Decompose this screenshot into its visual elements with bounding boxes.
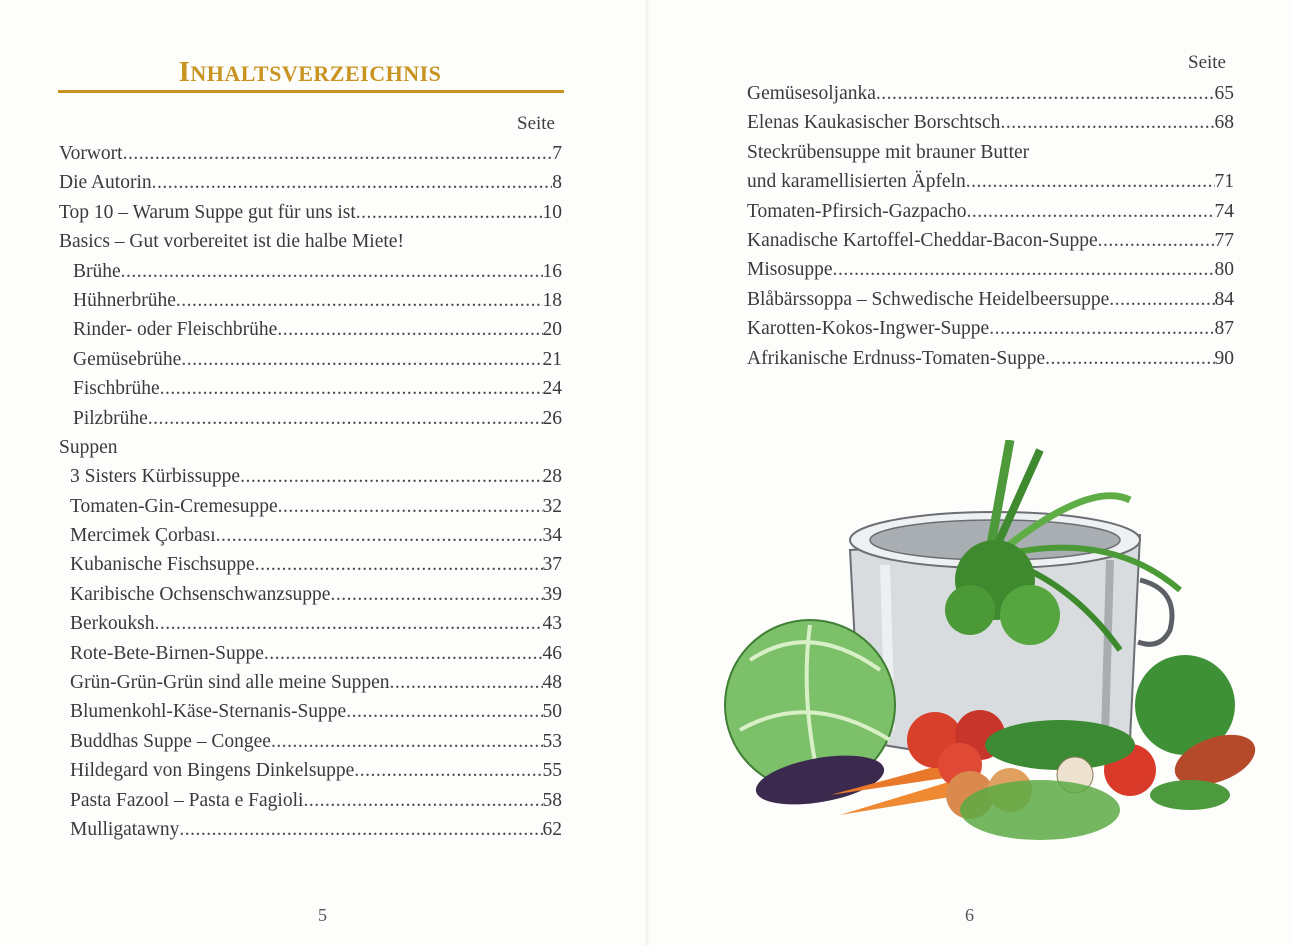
toc-entry-label: Berkouksh (70, 613, 155, 635)
toc-entry-page: 87 (1214, 318, 1234, 340)
title-rule (58, 90, 564, 93)
toc-entry[interactable] (59, 521, 562, 550)
toc-entry-label: Blumenkohl-Käse-Sternanis-Suppe (70, 701, 347, 723)
toc-entry[interactable] (59, 580, 562, 609)
toc-entry-page: 90 (1214, 347, 1234, 369)
toc-leader-dots (1098, 226, 1215, 255)
toc-entry-page: 71 (1214, 171, 1234, 193)
toc-entry-page: 7 (552, 143, 562, 164)
toc-leader-dots (303, 786, 542, 815)
toc-leader-dots (181, 345, 542, 374)
toc-entry-page: 10 (542, 201, 562, 223)
toc-list-left (59, 139, 562, 844)
toc-leader-dots (152, 168, 553, 197)
page-number: 5 (318, 905, 327, 925)
toc-leader-dots (354, 756, 542, 785)
toc-leader-dots (179, 815, 542, 844)
toc-entry-page: 50 (542, 701, 562, 723)
toc-entry[interactable] (59, 727, 562, 756)
toc-entry-page: 26 (542, 407, 562, 429)
toc-entry-label: Pilzbrühe (73, 407, 148, 429)
toc-entry[interactable] (59, 168, 562, 197)
toc-leader-dots (1045, 344, 1214, 373)
toc-entry-label: Karibische Ochsenschwanzsuppe (70, 583, 331, 605)
toc-entry-label: Tomaten-Gin-Cremesuppe (70, 495, 278, 517)
toc-entry[interactable] (59, 462, 562, 491)
toc-leader-dots (277, 315, 542, 344)
toc-entry[interactable] (59, 786, 562, 815)
title-rest: NHALTSVERZEICHNIS (190, 61, 442, 86)
toc-leader-dots (240, 462, 542, 491)
toc-entry-label: Rinder- oder Fleischbrühe (73, 319, 278, 341)
toc-entry-label: Basics – Gut vorbereitet ist die halbe Miete! (59, 231, 404, 253)
toc-entry-page: 20 (542, 319, 562, 341)
toc-entry[interactable] (59, 668, 562, 697)
toc-entry-label: Fischbrühe (73, 378, 160, 400)
toc-leader-dots (264, 639, 543, 668)
toc-entry-label: Suppen (59, 436, 118, 458)
toc-entry-page: 84 (1214, 288, 1234, 310)
toc-leader-dots (271, 727, 543, 756)
toc-entry-label: Grün-Grün-Grün sind alle meine Suppen (70, 672, 390, 694)
toc-entry[interactable] (747, 108, 1234, 137)
toc-entry-label: Hühnerbrühe (73, 289, 176, 311)
toc-entry-label: Kubanische Fischsuppe (70, 554, 255, 576)
toc-entry[interactable] (59, 345, 562, 374)
toc-entry-label: Gemüsesoljanka (747, 83, 876, 104)
toc-entry-page: 43 (542, 613, 562, 635)
toc-entry[interactable] (747, 197, 1234, 226)
toc-entry-label: 3 Sisters Kürbissuppe (70, 466, 241, 488)
toc-entry-label: Gemüsebrühe (73, 348, 182, 370)
toc-entry[interactable] (59, 756, 562, 785)
toc-leader-dots (876, 79, 1215, 108)
toc-entry-label: Mulligatawny (70, 818, 180, 840)
toc-leader-dots (989, 314, 1214, 343)
toc-entry-page: 28 (542, 466, 562, 488)
toc-entry-page: 80 (1214, 259, 1234, 281)
toc-leader-dots (148, 404, 543, 433)
zucchini-illustration (985, 720, 1135, 770)
toc-leader-dots (346, 697, 542, 726)
toc-entry-label: Vorwort (59, 143, 123, 164)
toc-entry[interactable] (747, 285, 1234, 314)
toc-leader-dots (155, 609, 543, 638)
toc-leader-dots (121, 257, 543, 286)
toc-entry-label: Brühe (73, 260, 121, 282)
toc-entry[interactable] (59, 492, 562, 521)
toc-leader-dots (833, 255, 1215, 284)
toc-leader-dots (176, 286, 543, 315)
toc-entry[interactable] (59, 639, 562, 668)
toc-leader-dots (123, 139, 553, 168)
toc-entry-page: 74 (1214, 200, 1234, 222)
toc-entry[interactable] (59, 815, 562, 844)
toc-entry[interactable] (59, 550, 562, 579)
toc-entry[interactable] (59, 374, 562, 403)
toc-entry[interactable] (747, 255, 1234, 284)
page-number: 6 (965, 905, 974, 925)
toc-entry-page: 39 (542, 583, 562, 605)
toc-list-right (747, 79, 1234, 373)
toc-entry-label: Blåbärssoppa – Schwedische Heidelbeersuppe (747, 288, 1110, 310)
toc-entry-page: 34 (542, 525, 562, 547)
toc-entry-label: Afrikanische Erdnuss-Tomaten-Suppe (747, 347, 1046, 369)
toc-entry-page: 16 (542, 260, 562, 282)
toc-entry-page: 21 (542, 348, 562, 370)
toc-entry[interactable] (59, 139, 562, 168)
toc-entry-label: Elenas Kaukasischer Borschtsch (747, 112, 1001, 134)
toc-section-heading (59, 433, 562, 462)
toc-entry[interactable] (59, 697, 562, 726)
page-title (0, 56, 620, 89)
seite-label: Seite (517, 113, 555, 134)
toc-entry[interactable] (747, 79, 1234, 108)
toc-entry-page: 48 (542, 672, 562, 694)
toc-section-heading (59, 227, 562, 256)
toc-entry-page: 68 (1214, 112, 1234, 134)
toc-entry-label: Misosuppe (747, 259, 833, 281)
toc-entry-page: 62 (542, 818, 562, 840)
toc-entry-label: Top 10 – Warum Suppe gut für uns ist (59, 201, 356, 223)
toc-entry-page: 18 (542, 289, 562, 311)
toc-leader-dots (278, 492, 543, 521)
toc-leader-dots (255, 550, 543, 579)
seite-label: Seite (1188, 52, 1226, 73)
toc-entry[interactable] (59, 198, 562, 227)
toc-leader-dots (330, 580, 542, 609)
toc-entry-page: 8 (552, 172, 562, 194)
toc-entry-label: Pasta Fazool – Pasta e Fagioli (70, 789, 304, 811)
soup-pot-with-vegetables-illustration (710, 440, 1270, 870)
toc-entry-page: 53 (542, 730, 562, 752)
toc-entry-label: Mercimek Çorbası (70, 525, 216, 547)
toc-entry[interactable] (59, 315, 562, 344)
toc-entry-page: 58 (542, 789, 562, 811)
toc-entry-first-line[interactable] (747, 138, 1234, 167)
toc-entry-page: 55 (542, 760, 562, 782)
toc-leader-dots (160, 374, 543, 403)
toc-entry-label: Karotten-Kokos-Ingwer-Suppe (747, 318, 990, 340)
toc-leader-dots (1000, 108, 1214, 137)
toc-entry-label: Die Autorin (59, 172, 152, 194)
toc-entry-page: 77 (1214, 229, 1234, 251)
herbs-illustration (960, 780, 1120, 840)
toc-entry[interactable] (747, 344, 1234, 373)
toc-entry[interactable] (59, 286, 562, 315)
toc-entry[interactable] (59, 257, 562, 286)
toc-entry[interactable] (59, 609, 562, 638)
cucumber-illustration (1150, 780, 1230, 810)
toc-leader-dots (404, 227, 562, 256)
toc-leader-dots (966, 167, 1215, 196)
toc-entry-page: 32 (542, 495, 562, 517)
toc-entry-label: Buddhas Suppe – Congee (70, 730, 271, 752)
toc-leader-dots (967, 197, 1215, 226)
toc-entry-label: Steckrübensuppe mit brauner Butter (747, 141, 1030, 163)
toc-entry[interactable] (747, 167, 1234, 196)
toc-entry-label: Tomaten-Pfirsich-Gazpacho (747, 200, 967, 222)
toc-leader-dots (1109, 285, 1214, 314)
toc-entry-page: 24 (542, 378, 562, 400)
toc-entry-page: 37 (542, 554, 562, 576)
toc-leader-dots (356, 198, 543, 227)
toc-entry[interactable] (747, 226, 1234, 255)
toc-entry-page: 65 (1214, 83, 1234, 104)
title-initial: I (178, 56, 191, 88)
toc-entry-label: Rote-Bete-Birnen-Suppe (70, 642, 264, 664)
toc-leader-dots (1029, 138, 1234, 167)
toc-leader-dots (216, 521, 543, 550)
toc-entry-label: Hildegard von Bingens Dinkelsuppe (70, 760, 355, 782)
toc-leader-dots (118, 433, 563, 462)
toc-entry-label: und karamellisierten Äpfeln (747, 171, 966, 193)
toc-leader-dots (390, 668, 543, 697)
toc-entry[interactable] (747, 314, 1234, 343)
toc-entry-label: Kanadische Kartoffel-Cheddar-Bacon-Suppe (747, 229, 1098, 251)
toc-entry[interactable] (59, 404, 562, 433)
toc-entry-page: 46 (542, 642, 562, 664)
